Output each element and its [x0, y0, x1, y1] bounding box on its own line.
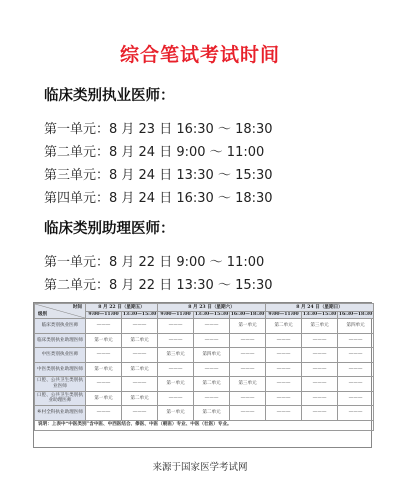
assistant-unit-1: 第一单元：8 月 22 日 9:00 ～ 11:00 [44, 255, 265, 270]
schedule-cell: ——— [158, 391, 194, 406]
schedule-cell: ——— [266, 406, 302, 421]
schedule-cell: ——— [230, 362, 266, 377]
schedule-cell: 第三单元 [230, 377, 266, 392]
schedule-cell: ——— [302, 391, 338, 406]
schedule-cell: 第一单元 [86, 362, 122, 377]
slot-header: 9:00—11:00 [86, 312, 122, 319]
row-category: 乡村全科执业助理医师 [35, 406, 86, 421]
schedule-cell: ——— [86, 377, 122, 392]
schedule-cell: ——— [338, 391, 374, 406]
schedule-cell: 第二单元 [122, 391, 158, 406]
table-row [35, 319, 374, 334]
schedule-cell: ——— [194, 333, 230, 348]
row-category: 临床类别执业医师 [35, 319, 86, 334]
assistant-unit-2: 第二单元：8 月 22 日 13:30 ～ 15:30 [44, 278, 273, 293]
schedule-cell: ——— [338, 406, 374, 421]
practitioner-heading: 临床类别执业医师： [44, 88, 175, 104]
row-category: 临床类别执业助理医师 [35, 333, 86, 348]
slot-header: 16:30—18:30 [338, 312, 373, 318]
slot-header: 16:30—18:30 [230, 312, 265, 318]
practitioner-unit-4: 第四单元：8 月 24 日 16:30 ～ 18:30 [44, 191, 273, 206]
schedule-cell: 第二单元 [266, 319, 302, 334]
assistant-heading: 临床类别助理医师： [44, 221, 175, 237]
practitioner-unit-2: 第二单元：8 月 24 日 9:00 ～ 11:00 [44, 145, 265, 160]
corner-cell [35, 304, 86, 319]
row-category: 口腔、公共卫生类别执业医师 [35, 377, 86, 392]
slot-header: 13:30—15:30 [122, 312, 157, 318]
corner-level-label: 级别 [38, 311, 48, 317]
schedule-cell: ——— [230, 348, 266, 363]
table-row [35, 333, 374, 348]
schedule-cell: 第三单元 [302, 319, 338, 334]
schedule-cell: ——— [266, 362, 302, 377]
schedule-cell: ——— [122, 377, 158, 392]
schedule-cell: ——— [194, 319, 230, 334]
schedule-cell: ——— [338, 348, 374, 363]
practitioner-unit-3: 第三单元：8 月 24 日 13:30 ～ 15:30 [44, 168, 273, 183]
schedule-cell: 第二单元 [122, 362, 158, 377]
schedule-cell: ——— [194, 391, 230, 406]
schedule-cell: 第一单元 [230, 319, 266, 334]
schedule-cell: 第二单元 [194, 406, 230, 421]
schedule-cell: ——— [302, 406, 338, 421]
table-row [35, 377, 374, 392]
schedule-cell: ——— [302, 348, 338, 363]
schedule-cell: ——— [230, 333, 266, 348]
schedule-cell: 第四单元 [338, 319, 374, 334]
schedule-table [34, 303, 374, 431]
source-caption: 来源于国家医学考试网 [152, 462, 248, 473]
schedule-cell: ——— [302, 333, 338, 348]
schedule-cell: ——— [158, 362, 194, 377]
schedule-cell: ——— [266, 333, 302, 348]
schedule-cell: ——— [122, 319, 158, 334]
schedule-cell: ——— [86, 348, 122, 363]
schedule-cell: ——— [230, 406, 266, 421]
slot-header: 9:00—11:00 [158, 312, 194, 319]
schedule-cell: ——— [194, 362, 230, 377]
schedule-cell: ——— [158, 333, 194, 348]
schedule-cell: ——— [266, 391, 302, 406]
schedule-cell: ——— [122, 348, 158, 363]
schedule-cell: ——— [86, 406, 122, 421]
schedule-cell: 第一单元 [86, 333, 122, 348]
day-header: 8 月 23 日（星期六） [158, 304, 266, 312]
table-note: 说明：上表中“中医类别”含中医、中西医结合、傣医、中医（朝医）专业、中医（壮医）专业。 [35, 420, 374, 430]
slot-header: 9:00—11:00 [266, 312, 302, 319]
schedule-cell: ——— [122, 406, 158, 421]
table-row [35, 391, 374, 406]
row-category: 中医类别执业助理医师 [35, 362, 86, 377]
schedule-cell: ——— [302, 362, 338, 377]
schedule-cell: ——— [266, 377, 302, 392]
schedule-cell: ——— [338, 362, 374, 377]
schedule-cell: 第一单元 [158, 377, 194, 392]
table-row [35, 348, 374, 363]
schedule-cell: ——— [266, 348, 302, 363]
schedule-cell: ——— [338, 333, 374, 348]
row-category: 口腔、公共卫生类别执业助理医师 [35, 391, 86, 406]
schedule-cell: ——— [86, 319, 122, 334]
day-header: 8 月 24 日（星期日） [266, 304, 374, 312]
schedule-cell: 第三单元 [158, 348, 194, 363]
schedule-cell: 第二单元 [194, 377, 230, 392]
page-title: 综合笔试考试时间 [119, 44, 280, 66]
day-header: 8 月 22 日（星期五） [86, 304, 158, 312]
schedule-cell: 第二单元 [122, 333, 158, 348]
schedule-cell: 第四单元 [194, 348, 230, 363]
practitioner-unit-1: 第一单元：8 月 23 日 16:30 ～ 18:30 [44, 122, 273, 137]
corner-time-label: 时间 [72, 305, 82, 310]
schedule-cell: ——— [230, 391, 266, 406]
schedule-cell: ——— [158, 319, 194, 334]
schedule-cell: 第一单元 [158, 406, 194, 421]
schedule-cell: ——— [302, 377, 338, 392]
schedule-cell: 第一单元 [86, 391, 122, 406]
table-row [35, 406, 374, 421]
schedule-table-image [33, 302, 372, 448]
row-category: 中医类别执业医师 [35, 348, 86, 363]
schedule-cell: ——— [338, 377, 374, 392]
table-row [35, 362, 374, 377]
slot-header: 13:30—15:30 [194, 312, 229, 318]
slot-header: 13:30—15:30 [302, 312, 337, 318]
